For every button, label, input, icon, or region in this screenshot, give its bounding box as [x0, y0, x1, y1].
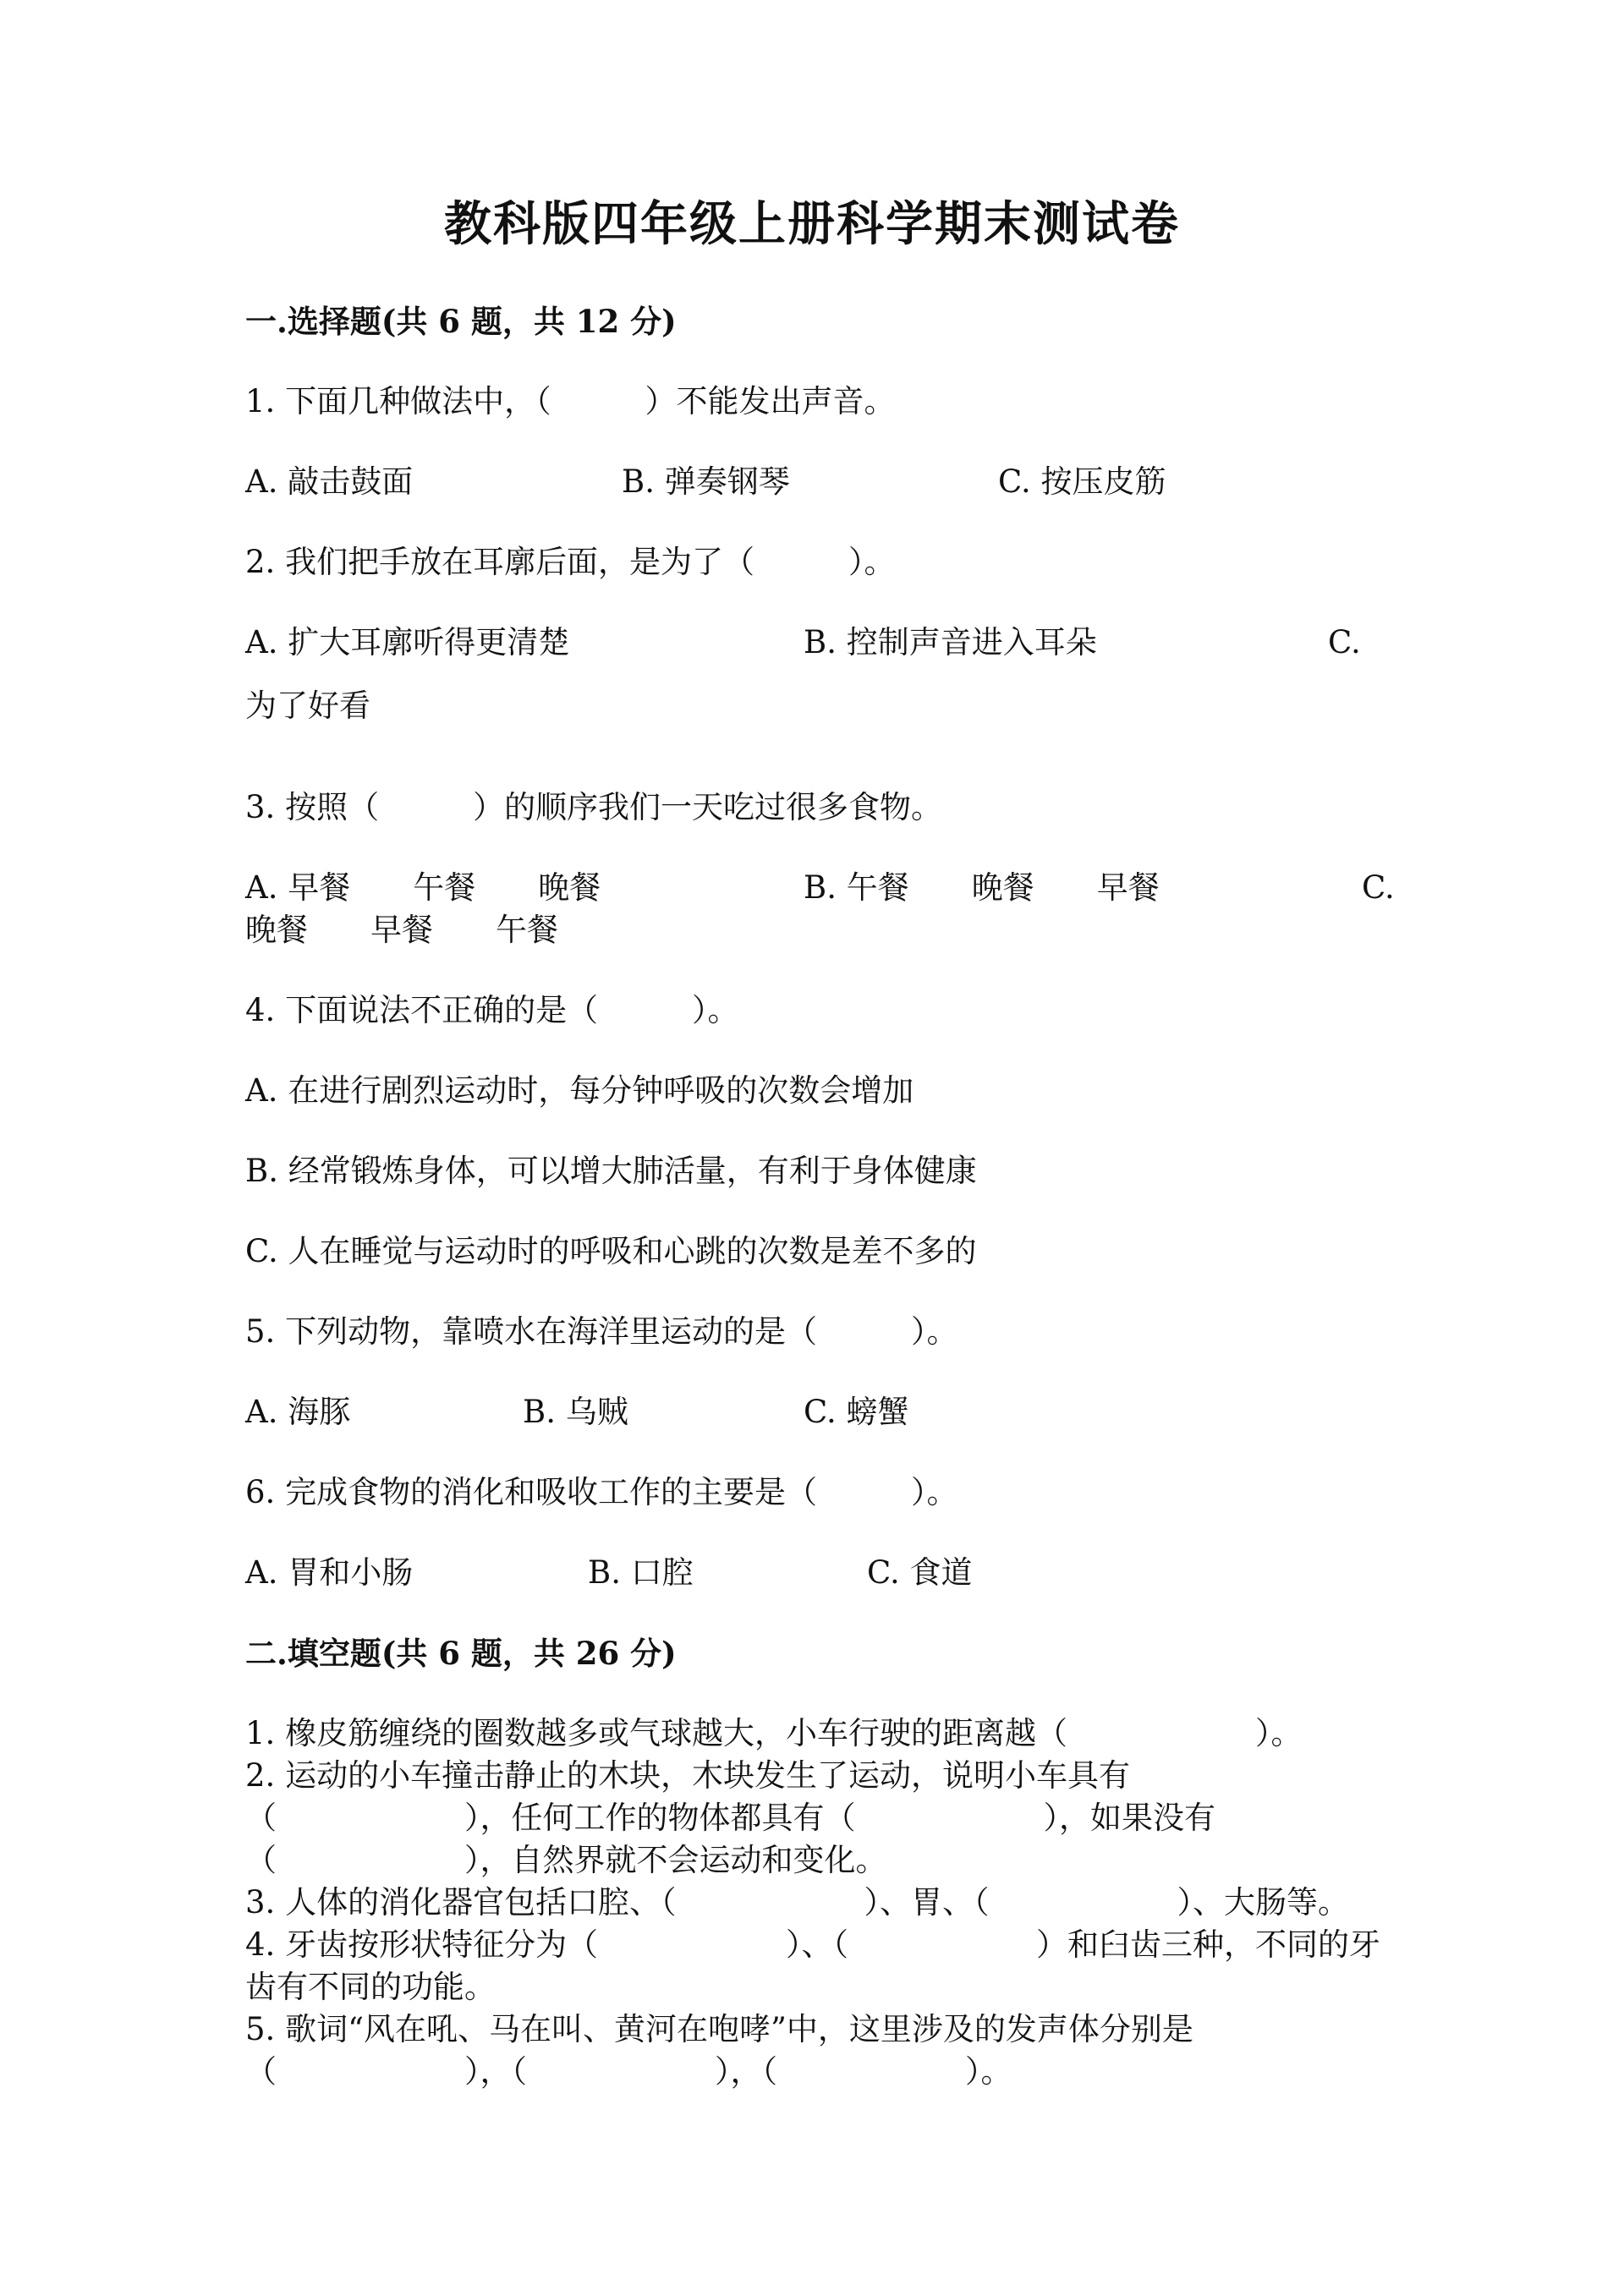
- option-c: C. 食道: [867, 1554, 973, 1591]
- fill-line: 5. 歌词“风在吼、马在叫、黄河在咆哮”中，这里涉及的发声体分别是: [245, 2011, 1193, 2047]
- question-stem: 5. 下列动物，靠喷水在海洋里运动的是（ ）。: [245, 1313, 958, 1350]
- option-b: B. 口腔: [588, 1554, 694, 1591]
- fill-line: 2. 运动的小车撞击静止的木块，木块发生了运动，说明小车具有: [245, 1757, 1131, 1794]
- section-heading-fill: 二.填空题(共 6 题，共 26 分): [245, 1635, 677, 1672]
- section-heading-choice: 一.选择题(共 6 题，共 12 分): [245, 303, 677, 340]
- fill-line: 1. 橡皮筋缠绕的圈数越多或气球越大，小车行驶的距离越（ ）。: [245, 1715, 1303, 1751]
- option-a: A. 敲击鼓面: [245, 463, 414, 500]
- option-c: C. 螃蟹: [804, 1394, 909, 1430]
- question-stem: 3. 按照（ ）的顺序我们一天吃过很多食物。: [245, 789, 943, 825]
- option-c-text: 晚餐 早餐 午餐: [245, 912, 558, 948]
- exam-title: 教科版四年级上册科学期末测试卷: [444, 196, 1180, 252]
- option-a: A. 早餐 午餐 晚餐: [245, 869, 601, 906]
- question-stem: 4. 下面说法不正确的是（ ）。: [245, 992, 739, 1028]
- option-c: C. 按压皮筋: [998, 463, 1166, 500]
- option-c-text: 为了好看: [245, 688, 370, 724]
- fill-line: 3. 人体的消化器官包括口腔、（ ）、胃、（ ）、大肠等。: [245, 1884, 1350, 1921]
- option-a: A. 胃和小肠: [245, 1554, 414, 1591]
- fill-line: （ ），（ ），（ ）。: [245, 2053, 1012, 2090]
- option-b: B. 控制声音进入耳朵: [804, 624, 1097, 660]
- option-c-label: C.: [1328, 624, 1361, 660]
- option-a: A. 海豚: [245, 1394, 351, 1430]
- option-b: B. 午餐 晚餐 早餐: [804, 869, 1160, 906]
- question-stem: 1. 下面几种做法中，（ ）不能发出声音。: [245, 383, 896, 419]
- option-b: B. 经常锻炼身体，可以增大肺活量，有利于身体健康: [245, 1153, 977, 1189]
- fill-line: 4. 牙齿按形状特征分为（ ）、（ ）和臼齿三种，不同的牙: [245, 1926, 1381, 1963]
- option-a: A. 扩大耳廓听得更清楚: [245, 624, 570, 660]
- fill-line: （ ），自然界就不会运动和变化。: [245, 1842, 887, 1878]
- fill-line: （ ），任何工作的物体都具有（ ），如果没有: [245, 1800, 1215, 1836]
- fill-line: 齿有不同的功能。: [245, 1969, 496, 2005]
- option-b: B. 乌贼: [523, 1394, 628, 1430]
- question-stem: 6. 完成食物的消化和吸收工作的主要是（ ）。: [245, 1474, 958, 1510]
- question-stem: 2. 我们把手放在耳廓后面，是为了（ ）。: [245, 544, 896, 580]
- option-c-label: C.: [1362, 869, 1395, 906]
- option-c: C. 人在睡觉与运动时的呼吸和心跳的次数是差不多的: [245, 1233, 977, 1269]
- option-b: B. 弹奏钢琴: [622, 463, 790, 500]
- option-a: A. 在进行剧烈运动时，每分钟呼吸的次数会增加: [245, 1072, 914, 1109]
